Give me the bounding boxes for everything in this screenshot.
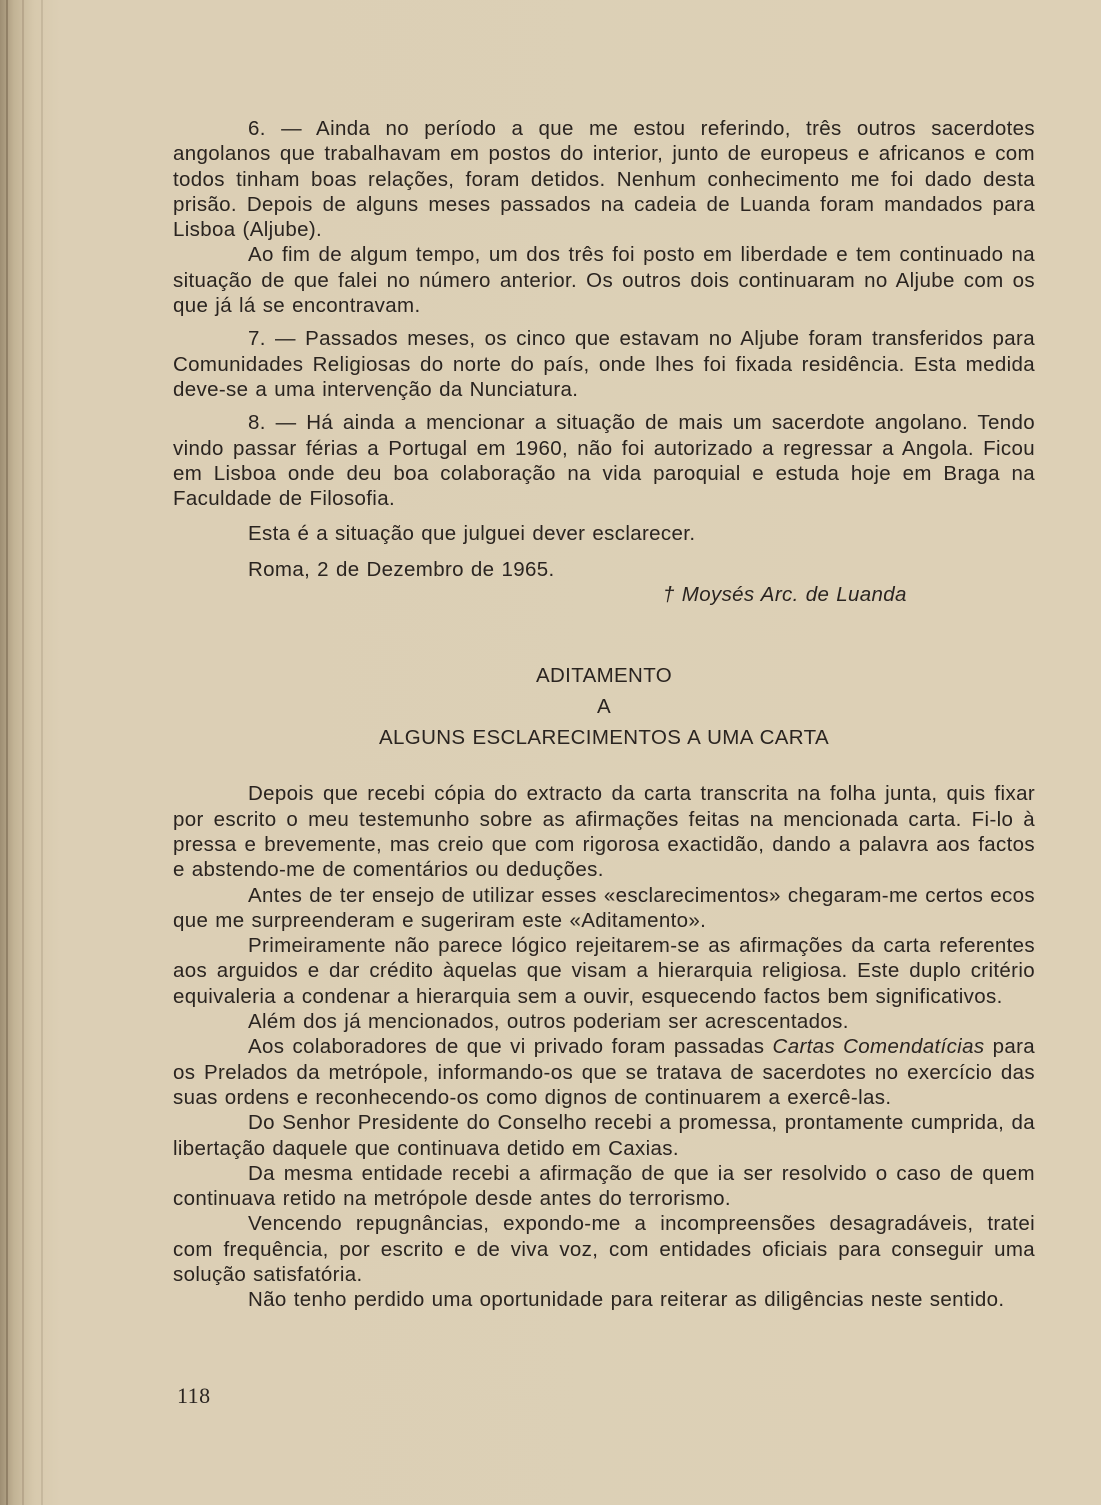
italic-term: Cartas Comendatícias: [772, 1035, 985, 1059]
closing-statement: Esta é a situação que julguei dever esclarecer.: [248, 522, 696, 546]
binding-edge-line: [22, 0, 24, 1505]
addendum-subtitle: ALGUNS ESCLARECIMENTOS A UMA CARTA: [379, 726, 829, 750]
addendum-paragraph: [173, 1034, 1035, 1110]
addendum-paragraph: Vencendo repugnâncias, expondo-me a incompreensões desagradáveis, tratei com frequência, por escrito e de viva voz, com entidades oficiais para conseguir uma solução satisfatória.: [173, 1212, 1035, 1286]
addendum-paragraph: Da mesma entidade recebi a afirmação de que ia ser resolvido o caso de quem continuava retido na metrópole desde antes do terrorismo.: [173, 1161, 1035, 1211]
addendum-body: [173, 781, 1035, 1312]
text-run: Aos colaboradores de que vi privado foram passadas: [248, 1035, 773, 1059]
addendum-title: ADITAMENTO: [536, 664, 672, 688]
addendum-heading: [173, 663, 1035, 751]
section-8-paragraph: 8. — Há ainda a mencionar a situação de mais um sacerdote angolano. Tendo vindo passar férias a Portugal em 1960, não foi autorizado a regressar a Angola. Ficou em Lisboa onde deu boa colaboração na vida paroquial e estuda hoje em Braga na Faculdade de Filosofia.: [173, 411, 1035, 511]
addendum-paragraph: Antes de ter ensejo de utilizar esses «esclarecimentos» chegaram-me certos ecos que me surpreenderam e sugeriram este «Aditamento».: [173, 883, 1035, 932]
addendum-paragraph: Primeiramente não parece lógico rejeitarem-se as afirmações da carta referentes aos arguidos e dar crédito àquelas que visam a hierarquia religiosa. Este duplo critério equivaleria a condenar a hierarquia sem a ouvir, esquecendo factos bem significativos.: [173, 934, 1035, 1008]
section-6-paragraph: 6. — Ainda no período a que me estou referindo, três outros sacerdotes angolanos que trabalhavam em postos do interior, junto de europeus e africanos e com todos tinham boas relações, foram detidos. Nenhum conhecimento me foi dado desta prisão. Depois de alguns meses passados na cadeia de Luanda foram mandados para Lisboa (Aljube).: [173, 117, 1035, 242]
addendum-title-connector: A: [596, 695, 612, 719]
binding-edge-line: [41, 0, 43, 1505]
section-7-paragraph: 7. — Passados meses, os cinco que estavam no Aljube foram transferidos para Comunidades Religiosas do norte do país, onde lhes foi fixada residência. Esta medida deve-se a uma intervenção da Nunciatura.: [173, 327, 1035, 401]
addendum-paragraph: Do Senhor Presidente do Conselho recebi a promessa, prontamente cumprida, da libertação daquele que continuava detido em Caxias.: [173, 1111, 1035, 1160]
binding-edge-line: [6, 0, 8, 1505]
signature: † Moysés Arc. de Luanda: [663, 583, 907, 607]
section-6-continuation: Ao fim de algum tempo, um dos três foi posto em liberdade e tem continuado na situação de que falei no número anterior. Os outros dois continuaram no Aljube com os que já lá se encontravam.: [173, 243, 1035, 318]
addendum-paragraph: Depois que recebi cópia do extracto da carta transcrita na folha junta, quis fixar por escrito o meu testemunho sobre as afirmações feitas na mencionada carta. Fi-lo à pressa e brevemente, mas creio que com rigorosa exactidão, dando a palavra aos factos e abstendo-me de comentários ou deduções.: [173, 782, 1035, 882]
dateline: Roma, 2 de Dezembro de 1965.: [248, 557, 555, 581]
addendum-paragraph: Além dos já mencionados, outros poderiam ser acrescentados.: [248, 1010, 849, 1034]
page-body: [173, 116, 1035, 1313]
addendum-paragraph: Não tenho perdido uma oportunidade para reiterar as diligências neste sentido.: [248, 1288, 1005, 1312]
text-run: para os Prelados da metrópole, informando-os que se tratava de sacerdotes no exercício das suas ordens e reconhecendo-os como dignos de continuarem a exercê-las.: [173, 1035, 1036, 1109]
page-number: 118: [177, 1383, 211, 1408]
